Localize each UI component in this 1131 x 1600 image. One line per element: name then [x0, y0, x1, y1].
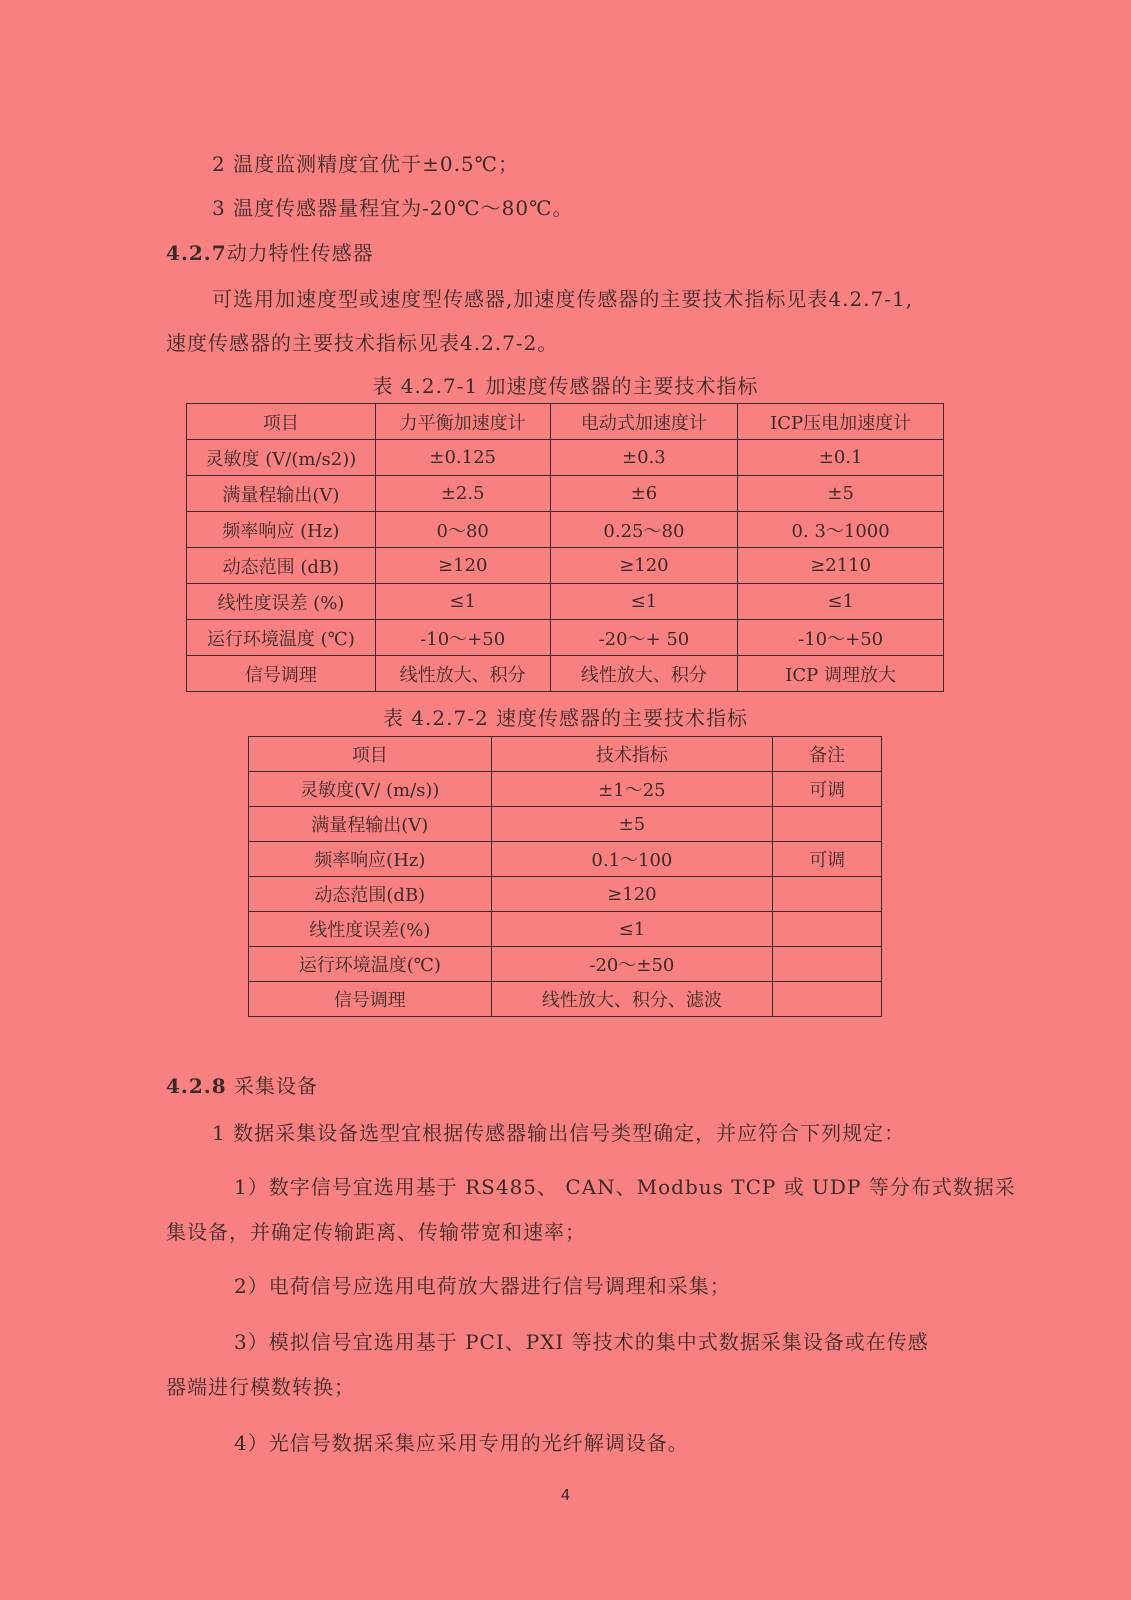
table-cell: ±0.3	[550, 440, 738, 476]
table-cell: -10～+50	[738, 620, 944, 656]
header-cell: 备注	[773, 737, 882, 772]
section-heading-4-2-8	[166, 1070, 318, 1099]
table-row	[249, 912, 882, 947]
table-cell	[773, 877, 882, 912]
table-row	[249, 807, 882, 842]
table-cell: 频率响应 (Hz)	[187, 512, 376, 548]
table-cell: 灵敏度(V/ (m/s))	[249, 772, 492, 807]
table-cell: ±5	[491, 807, 773, 842]
table-header-row	[249, 737, 882, 772]
table-row	[249, 982, 882, 1017]
table-row	[187, 548, 944, 584]
table-cell: ±2.5	[375, 476, 550, 512]
table-cell	[773, 912, 882, 947]
paragraph-analog-signal: 3）模拟信号宜选用基于 PCI、PXI 等技术的集中式数据采集设备或在传感	[234, 1330, 929, 1354]
table-cell: ≤1	[491, 912, 773, 947]
table-cell: -20～±50	[491, 947, 773, 982]
temp-precision-item: 2 温度监测精度宜优于±0.5℃；	[212, 152, 520, 176]
table-cell: 线性度误差 (%)	[187, 584, 376, 620]
table-cell	[773, 947, 882, 982]
table-cell: 信号调理	[187, 656, 376, 692]
table-cell: 线性放大、积分	[375, 656, 550, 692]
table-cell: ICP 调理放大	[738, 656, 944, 692]
table-cell: 0～80	[375, 512, 550, 548]
table-cell: ≤1	[550, 584, 738, 620]
acceleration-sensor-table	[186, 403, 944, 692]
paragraph-sensor-choice: 可选用加速度型或速度型传感器,加速度传感器的主要技术指标见表4.2.7-1,	[212, 287, 914, 311]
table-cell: 满量程输出(V)	[249, 807, 492, 842]
header-cell: 力平衡加速度计	[375, 404, 550, 440]
table-cell: 动态范围 (dB)	[187, 548, 376, 584]
temp-range-item: 3 温度传感器量程宜为-20℃～80℃。	[212, 196, 574, 220]
table-cell: ±0.125	[375, 440, 550, 476]
table-row	[249, 877, 882, 912]
table1-caption: 表 4.2.7-1 加速度传感器的主要技术指标	[372, 374, 759, 398]
paragraph-sensor-choice-cont: 速度传感器的主要技术指标见表4.2.7-2。	[166, 331, 559, 355]
table-cell: 0. 3～1000	[738, 512, 944, 548]
table-cell: -20～+ 50	[550, 620, 738, 656]
section-title: 采集设备	[234, 1074, 319, 1098]
table-row	[249, 947, 882, 982]
table-cell: ≤1	[375, 584, 550, 620]
table-row	[187, 656, 944, 692]
table-cell: 0.25～80	[550, 512, 738, 548]
table-cell: ±6	[550, 476, 738, 512]
header-cell: ICP压电加速度计	[738, 404, 944, 440]
table-cell: ±1～25	[491, 772, 773, 807]
table-cell: ≤1	[738, 584, 944, 620]
table-cell: ≥120	[491, 877, 773, 912]
section-heading-4-2-7	[166, 237, 374, 266]
table-cell: 可调	[773, 772, 882, 807]
header-cell: 电动式加速度计	[550, 404, 738, 440]
section-title: 动力特性传感器	[226, 241, 374, 265]
paragraph-digital-signal: 1）数字信号宜选用基于 RS485、 CAN、Modbus TCP 或 UDP 等分布式数据采	[234, 1175, 1016, 1199]
table-cell: -10～+50	[375, 620, 550, 656]
table-cell: ±5	[738, 476, 944, 512]
table-cell: 频率响应(Hz)	[249, 842, 492, 877]
table-cell: 运行环境温度 (℃)	[187, 620, 376, 656]
table-cell: ≥120	[550, 548, 738, 584]
table-cell: 可调	[773, 842, 882, 877]
page-number: 4	[560, 1486, 571, 1504]
table-cell: 运行环境温度(℃)	[249, 947, 492, 982]
table-cell: 线性放大、积分	[550, 656, 738, 692]
table-row	[249, 772, 882, 807]
velocity-sensor-table	[248, 736, 882, 1017]
table-header-row	[187, 404, 944, 440]
table-row	[187, 476, 944, 512]
table-cell: 动态范围(dB)	[249, 877, 492, 912]
table-cell: 线性度误差(%)	[249, 912, 492, 947]
table-cell: ≥120	[375, 548, 550, 584]
paragraph-charge-signal: 2）电荷信号应选用电荷放大器进行信号调理和采集；	[234, 1274, 731, 1298]
section-number: 4.2.8	[166, 1074, 227, 1098]
paragraph-digital-signal-cont: 集设备，并确定传输距离、传输带宽和速率；	[166, 1220, 586, 1244]
section-number: 4.2.7	[166, 241, 227, 265]
table-cell: ±0.1	[738, 440, 944, 476]
paragraph-analog-signal-cont: 器端进行模数转换；	[166, 1375, 355, 1399]
header-cell: 项目	[187, 404, 376, 440]
table-cell	[773, 982, 882, 1017]
table-cell: 0.1～100	[491, 842, 773, 877]
table-cell: 线性放大、积分、滤波	[491, 982, 773, 1017]
table-row	[187, 584, 944, 620]
header-cell: 技术指标	[491, 737, 773, 772]
paragraph-optical-signal: 4）光信号数据采集应采用专用的光纤解调设备。	[234, 1431, 689, 1455]
table2-caption: 表 4.2.7-2 速度传感器的主要技术指标	[382, 706, 749, 730]
table-row	[187, 440, 944, 476]
table-cell: 信号调理	[249, 982, 492, 1017]
header-cell: 项目	[249, 737, 492, 772]
paragraph-acquisition-rule: 1 数据采集设备选型宜根据传感器输出信号类型确定，并应符合下列规定：	[212, 1121, 906, 1145]
table-row	[249, 842, 882, 877]
table-row	[187, 620, 944, 656]
table-cell	[773, 807, 882, 842]
table-cell: ≥2110	[738, 548, 944, 584]
table-row	[187, 512, 944, 548]
table-cell: 满量程输出(V)	[187, 476, 376, 512]
table-cell: 灵敏度 (V/(m/s2))	[187, 440, 376, 476]
